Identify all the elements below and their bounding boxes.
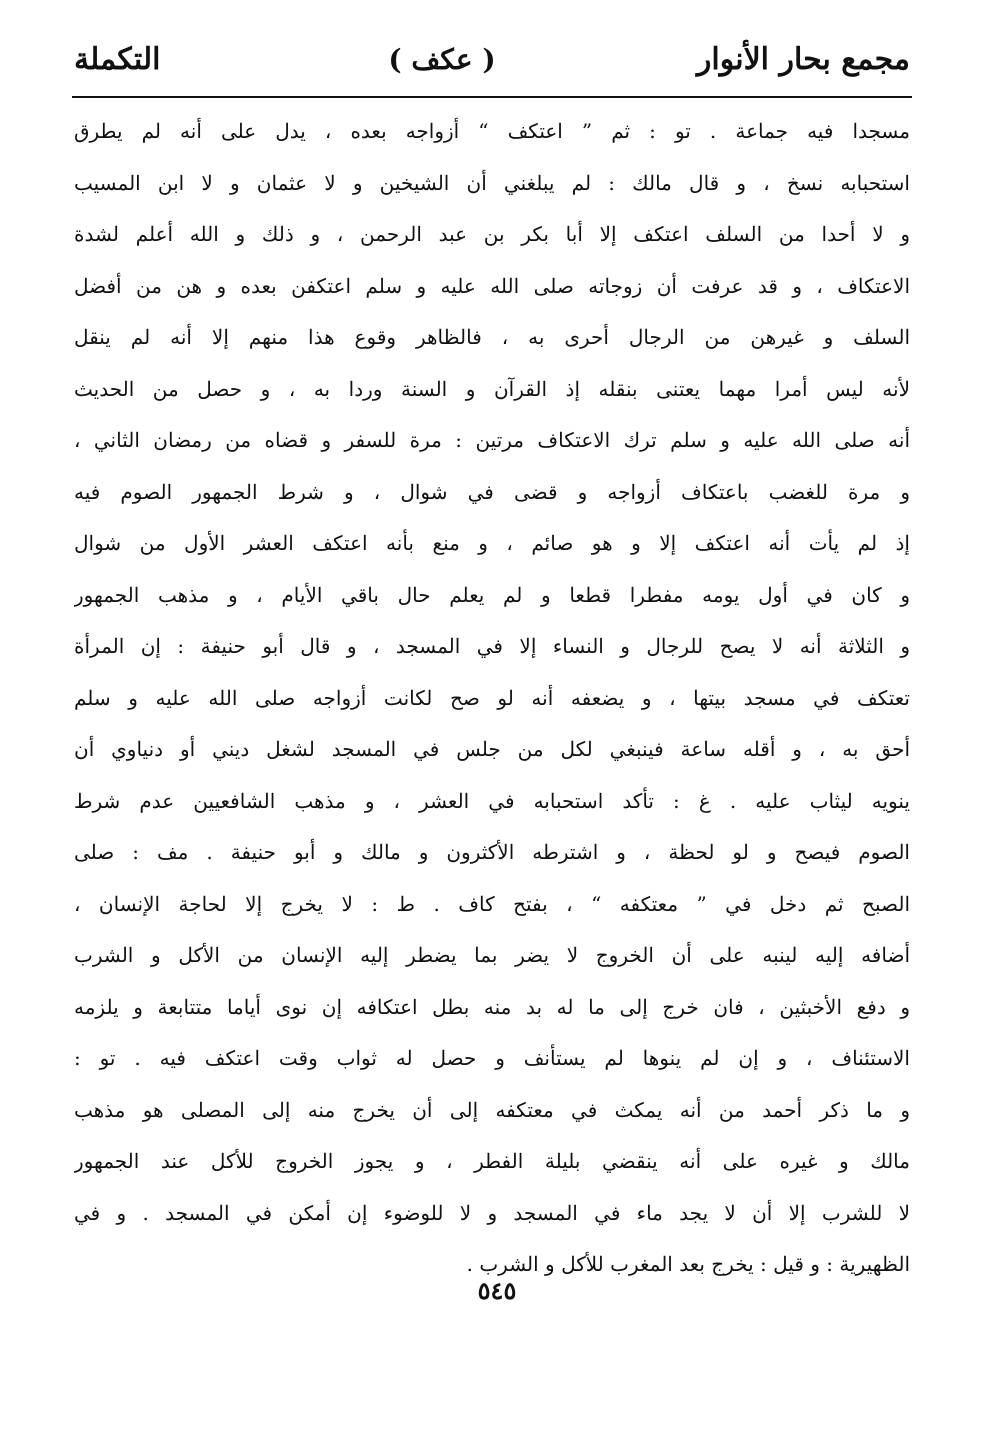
text-line: و مرة للغضب باعتكاف أزواجه و قضى في شوال ، و شرط الجمهور الصوم فيه [74, 479, 910, 504]
text-line: استحبابه نسخ ، و قال مالك : لم يبلغني أن الشيخين و لا عثمان و لا ابن المسيب [74, 170, 910, 195]
text-line: الصبح ثم دخل في ” معتكفه “ ، بفتح كاف . ط : لا يخرج إلا لحاجة الإنسان ، [74, 891, 910, 916]
header-rule [72, 96, 912, 98]
text-line: أنه صلى الله عليه و سلم ترك الاعتكاف مرتين : مرة للسفر و قضاه من رمضان الثاني ، [74, 428, 910, 452]
text-line: و الثلاثة أنه لا يصح للرجال و النساء إلا في المسجد ، و قال أبو حنيفة : إن المرأة [74, 634, 910, 658]
text-line: تعتكف في مسجد بيتها ، و يضعفه أنه لو صح لكانت أزواجه صلى الله عليه و سلم [74, 685, 910, 710]
text-line: السلف و غيرهن من الرجال أحرى به ، فالظاهر وقوع هذا منهم إلا أنه لم ينقل [74, 325, 910, 349]
text-line: الظهيرية : و قيل : يخرج بعد المغرب للأكل و الشرب . [466, 1252, 910, 1276]
running-header [74, 34, 910, 84]
text-line: و كان في أول يومه مفطرا قطعا و لم يعلم حال باقي الأيام ، و مذهب الجمهور [74, 582, 910, 607]
text-line: و دفع الأخبثين ، فان خرج إلى ما له بد منه بطل اعتكافه إن نوى أياما متتابعة و يلزمه [74, 994, 910, 1019]
text-line: و ما ذكر أحمد من أنه يمكث في معتكفه إلى أن يخرج منه إلى المصلى هو مذهب [74, 1097, 910, 1122]
entry-word: ( عكف ) [388, 42, 496, 76]
text-line: الاعتكاف ، و قد عرفت أن زوجاته صلى الله عليه و سلم اعتكفن بعده و هن من أفضل [74, 273, 910, 298]
text-line: و لا أحدا من السلف اعتكف إلا أبا بكر بن عبد الرحمن ، و ذلك و الله أعلم لشدة [74, 222, 910, 246]
text-line: أضافه إليه لينبه على أن الخروج لا يضر بما يضطر إليه الإنسان من الأكل و الشرب [74, 943, 910, 967]
text-line: إذ لم يأت أنه اعتكف إلا و هو صائم ، و منع بأنه اعتكف العشر الأول من شوال [74, 531, 910, 555]
section-title: التكملة [74, 41, 161, 77]
text-line: لا للشرب إلا أن لا يجد ماء في المسجد و لا للوضوء إن أمكن في المسجد . و في [74, 1200, 910, 1225]
book-title: مجمع بحار الأنوار [696, 41, 910, 77]
text-line: أحق به ، و أقله ساعة فينبغي لكل من جلس في المسجد لشغل ديني أو دنياوي أن [74, 737, 910, 761]
text-line: الاستئناف ، و إن لم ينوها لم يستأنف و حصل له ثواب وقت اعتكف فيه . تو : [74, 1046, 910, 1070]
text-line: مسجدا فيه جماعة . تو : ثم ” اعتكف “ أزواجه بعده ، يدل على أنه لم يطرق [74, 119, 910, 143]
body-text [74, 106, 910, 1291]
text-line: الصوم فيصح و لو لحظة ، و اشترطه الأكثرون و مالك و أبو حنيفة . مف : صلى [74, 840, 910, 864]
text-line: ينويه ليثاب عليه . غ : تأكد استحبابه في العشر ، و مذهب الشافعيين عدم شرط [74, 788, 910, 813]
text-line: لأنه ليس أمرا مهما يعتنى بنقله إذ القرآن و السنة وردا به ، و حصل من الحديث [74, 376, 910, 401]
text-line: مالك و غيره على أنه ينقضي بليلة الفطر ، و يجوز الخروج للأكل عند الجمهور [74, 1149, 910, 1173]
page-number: ٥٤٥ [477, 1276, 517, 1305]
